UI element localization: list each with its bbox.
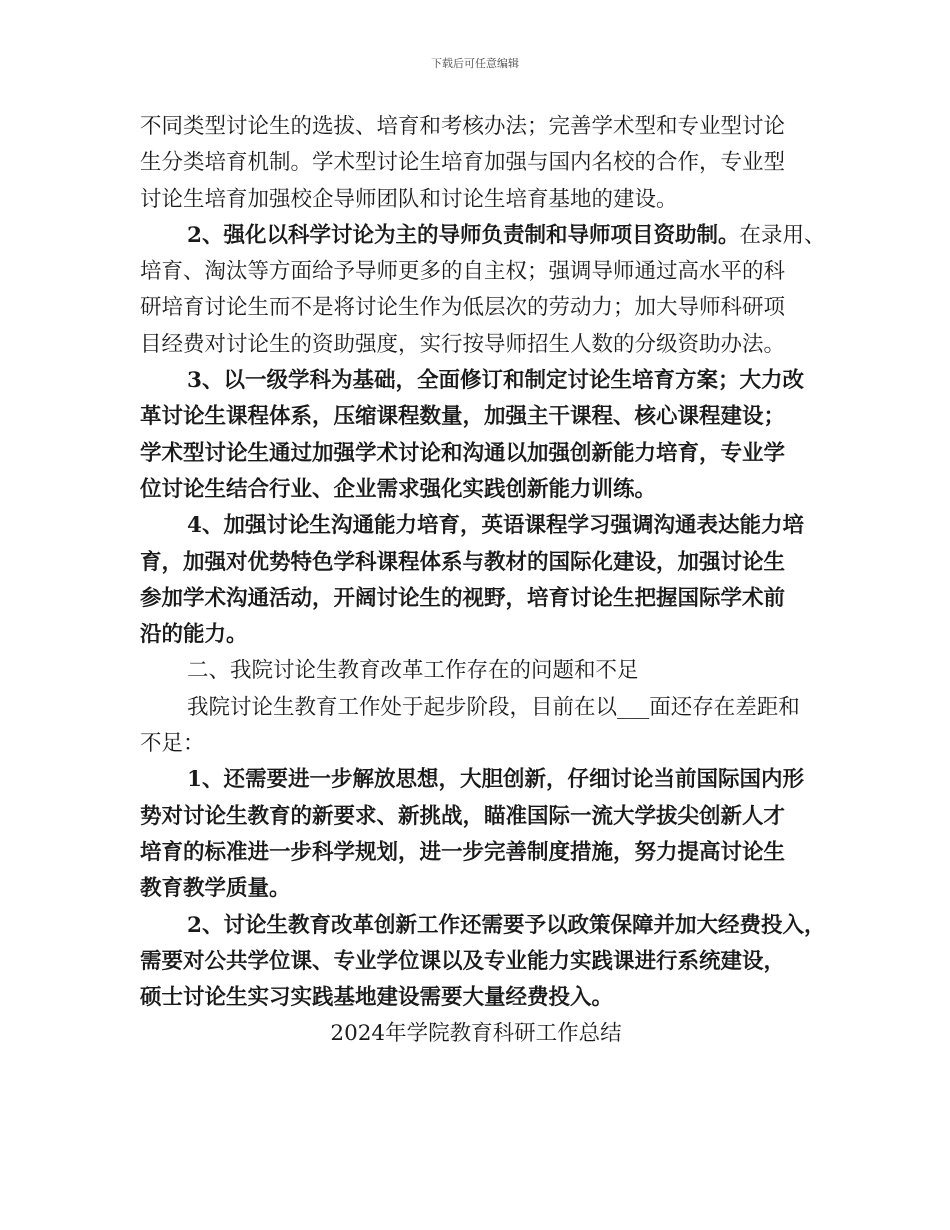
paragraph-1 — [140, 109, 812, 218]
paragraph-5 — [140, 690, 812, 763]
paragraph-7 — [140, 908, 826, 1017]
text-line: 3、以一级学科为基础，全面修订和制定讨论生培育方案；大力改 — [187, 368, 804, 394]
text-line: 目经费对讨论生的资助强度，实行按导师招生人数的分级资助办法。 — [140, 331, 786, 357]
text-line: 参加学术沟通活动，开阔讨论生的视野，培育讨论生把握国际学术前 — [140, 585, 786, 611]
text-line: 1、还需要进一步解放思想，大胆创新，仔细讨论当前国际国内形 — [187, 767, 804, 793]
text-line: 我院讨论生教育工作处于起步阶段，目前在以___面还存在差距和 — [187, 694, 800, 720]
text-line: 需要对公共学位课、专业学位课以及专业能力实践课进行系统建设， — [140, 948, 786, 974]
text-line: 4、加强讨论生沟通能力培育，英语课程学习强调沟通表达能力培 — [187, 513, 804, 539]
text-line: 培育的标准进一步科学规划，进一步完善制度措施，努力提高讨论生 — [140, 839, 786, 865]
text-line: 生分类培育机制。学术型讨论生培育加强与国内名校的合作，专业型 — [140, 150, 786, 176]
text-line — [140, 218, 826, 254]
text-line: 育，加强对优势特色学科课程体系与教材的国际化建设，加强讨论生 — [140, 549, 786, 575]
normal-text: 在录用、 — [739, 222, 826, 248]
text-line: 学术型讨论生通过加强学术讨论和沟通以加强创新能力培育，专业学 — [140, 440, 786, 466]
text-line: 硕士讨论生实习实践基地建设需要大量经费投入。 — [140, 985, 614, 1011]
text-line: 沿的能力。 — [140, 622, 248, 648]
text-line: 不足： — [140, 731, 205, 757]
text-line: 革讨论生课程体系，压缩课程数量，加强主干课程、核心课程建设； — [140, 404, 786, 430]
text-line: 2、讨论生教育改革创新工作还需要予以政策保障并加大经费投入， — [187, 912, 826, 938]
paragraph-4 — [140, 508, 812, 653]
text-line: 势对讨论生教育的新要求、新挑战，瞄准国际一流大学拔尖创新人才 — [140, 803, 786, 829]
bold-lead: 2、强化以科学讨论为主的导师负责制和导师项目资助制。 — [187, 222, 740, 248]
document-title: 2024年学院教育科研工作总结 — [330, 1021, 622, 1047]
document-body — [140, 109, 826, 1053]
text-line: 研培育讨论生而不是将讨论生作为低层次的劳动力；加大导师科研项 — [140, 295, 786, 321]
paragraph-6 — [140, 762, 812, 907]
text-line: 位讨论生结合行业、企业需求强化实践创新能力训练。 — [140, 476, 657, 502]
paragraph-2 — [140, 218, 826, 363]
page-header: 下载后可任意编辑 — [431, 57, 519, 70]
text-line: 教育教学质量。 — [140, 876, 291, 902]
section-heading: 二、我院讨论生教育改革工作存在的问题和不足 — [187, 658, 639, 684]
text-line: 讨论生培育加强校企导师团队和讨论生培育基地的建设。 — [140, 186, 678, 212]
text-line: 培育、淘汰等方面给予导师更多的自主权；强调导师通过高水平的科 — [140, 259, 786, 285]
text-line: 不同类型讨论生的选拔、培育和考核办法；完善学术型和专业型讨论 — [140, 114, 786, 139]
paragraph-3 — [140, 363, 812, 508]
